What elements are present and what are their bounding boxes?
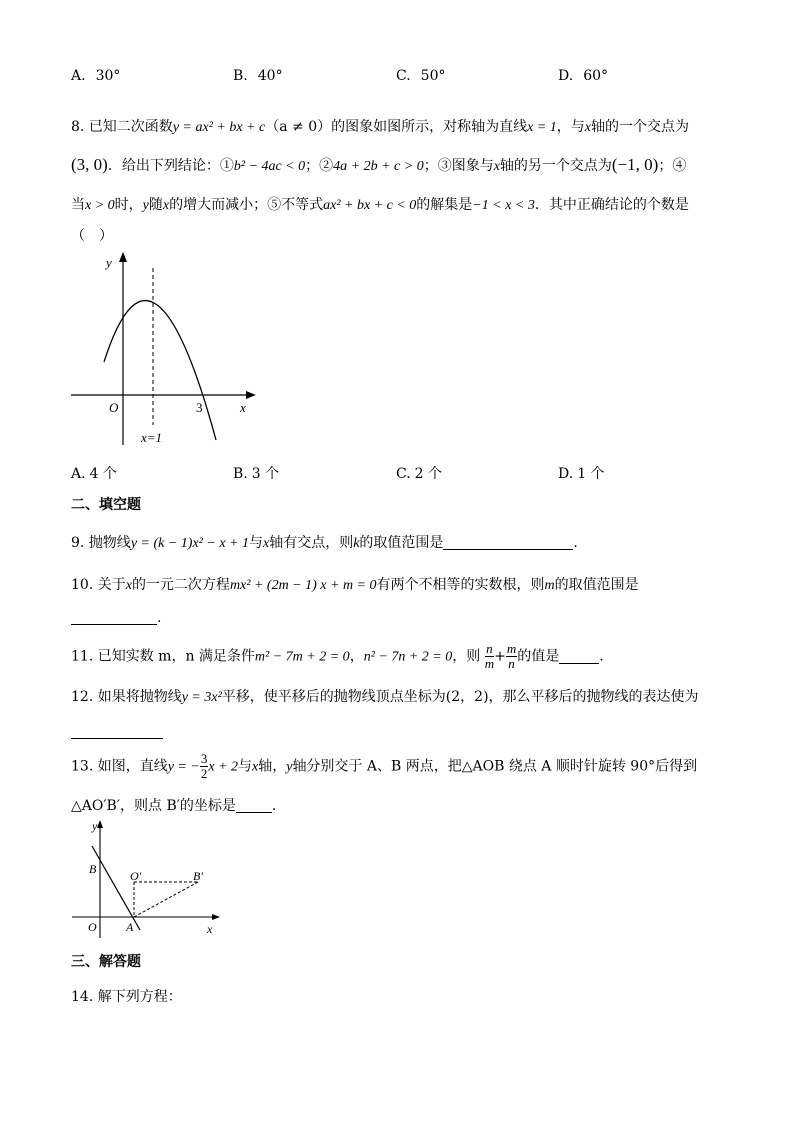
q7-option-c: C. 50° <box>396 68 446 84</box>
q10: 10. 关于x的一元二次方程mx² + (2m − 1) x + m = 0有两个不相等的实数根，则m的取值范围是 <box>71 577 639 593</box>
q13-x-label: x <box>207 922 213 936</box>
q8-option-d: D. 1 个 <box>558 466 605 482</box>
q8-axis-label: x=1 <box>141 430 163 445</box>
q11: 11. 已知实数 m，n 满足条件m² − 7m + 2 = 0，n² − 7n + 2 = 0，则 $\frac{n}{m}$ + $\frac{m}{n}$ 的值是 . <box>71 641 604 671</box>
q13-origin-label: O <box>88 920 97 934</box>
section-heading-fill-in: 二、填空题 <box>71 497 141 513</box>
q8-x-label: x <box>240 400 246 415</box>
q8-x-arrow <box>246 391 256 399</box>
q7-option-d: D. 60° <box>558 68 609 84</box>
q13-point-b2-label: B′ <box>193 869 203 883</box>
q13-point-b-label: B <box>89 862 97 876</box>
q7-option-a: A. 30° <box>71 68 121 84</box>
q13-answer-blank[interactable] <box>236 798 272 813</box>
q8-y-label: y <box>106 255 112 270</box>
q8-origin-label: O <box>109 400 119 415</box>
q11-fraction-m-over-n: $\frac{m}{n}$ <box>506 641 517 671</box>
section-heading-solutions: 三、解答题 <box>71 954 141 970</box>
q9-answer-blank[interactable] <box>443 535 573 550</box>
q8-answer-paren: （ ） <box>71 228 113 244</box>
q10-blank-line: . <box>71 610 161 626</box>
q8-option-c: C. 2 个 <box>396 466 443 482</box>
q11-answer-blank[interactable] <box>559 649 599 664</box>
q13-point-a-label: A <box>126 920 134 934</box>
q8-line2: (3, 0)．给出下列结论：①b² − 4ac < 0；②4a + 2b + c > 0；③图象与x轴的另一个交点为(−1, 0)；④ <box>71 155 687 174</box>
q8-line3: 当x > 0时，y随x的增大而减小；⑤不等式ax² + bx + c < 0的解集是−1 < x < 3．其中正确结论的个数是 <box>71 197 689 213</box>
q13-point-o2-label: O′ <box>130 869 142 883</box>
q8-tick-3: 3 <box>196 400 203 415</box>
q13-y-label: y <box>92 819 98 833</box>
q8-option-b: B. 3 个 <box>233 466 280 482</box>
q13-line2: △AO′B′，则点 B′的坐标是 . <box>71 798 277 814</box>
q13-segment-ab2 <box>134 882 198 917</box>
q9: 9. 抛物线y = (k − 1)x² − x + 1与x轴有交点，则k的取值范围是 . <box>71 535 578 551</box>
q8-parabola-graph <box>68 250 258 450</box>
q13-rotation-graph <box>68 818 228 942</box>
q10-answer-blank[interactable] <box>71 610 157 625</box>
q8-parabola <box>104 301 216 440</box>
q12-answer-blank[interactable] <box>71 724 163 739</box>
q8-line1: 8. 已知二次函数y = ax² + bx + c（a ≠ 0）的图象如图所示，对称轴为直线x = 1，与x轴的一个交点为 <box>71 119 689 135</box>
q11-fraction-n-over-m: $\frac{n}{m}$ <box>484 641 495 671</box>
q14: 14. 解下列方程： <box>71 989 182 1005</box>
q13-line1: 13. 如图，直线y = − $\frac{3}{2}$ x + 2与x轴，y轴分别交于 A、B 两点，把△AOB 绕点 A 顺时针旋转 90°后得到 <box>71 751 698 781</box>
q13-fraction-3-over-2: $\frac{3}{2}$ <box>200 751 208 781</box>
q8-option-a: A. 4 个 <box>71 466 117 482</box>
q12: 12. 如果将抛物线y = 3x²平移，使平移后的抛物线顶点坐标为(2，2)，那么平移后的抛物线的表达使为 <box>71 689 699 705</box>
q8-y-arrow <box>119 252 127 262</box>
q12-blank-line <box>71 724 163 740</box>
q7-option-b: B. 40° <box>233 68 283 84</box>
